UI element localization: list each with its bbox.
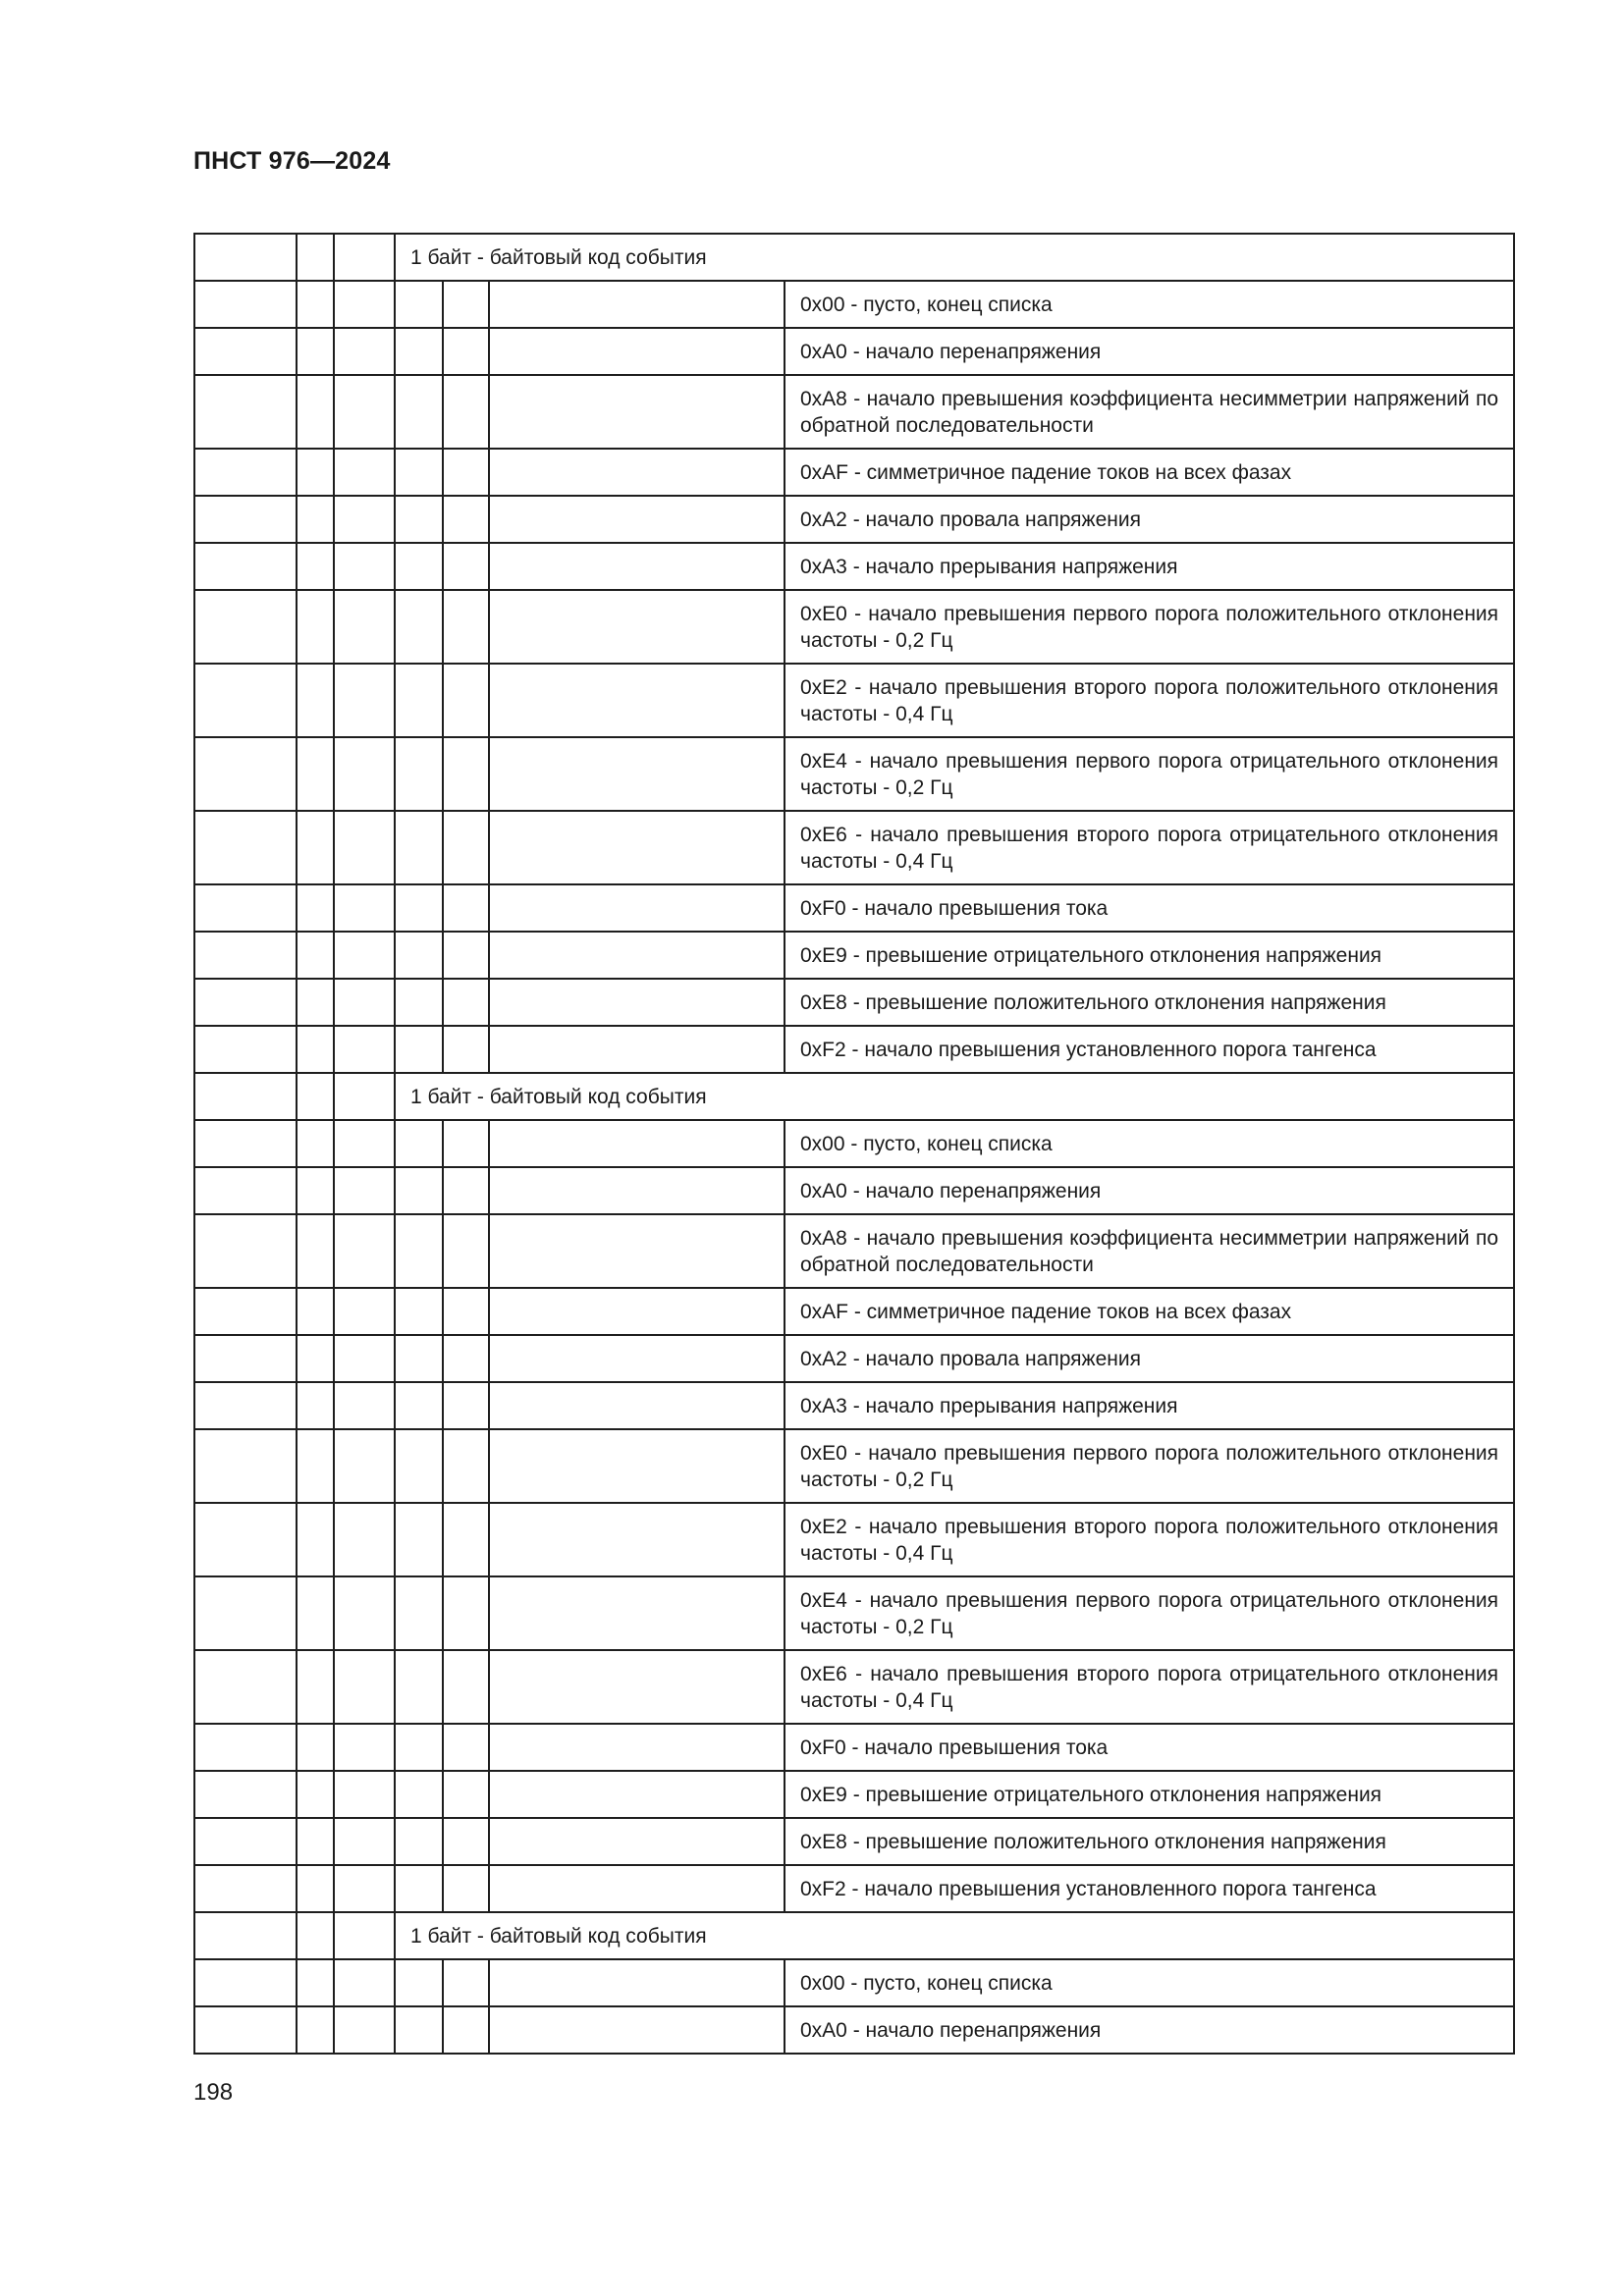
- empty-cell: [334, 1576, 395, 1650]
- table-row: [194, 979, 1514, 1026]
- empty-cell: [489, 1650, 785, 1724]
- empty-cell: [489, 2006, 785, 2054]
- empty-cell: [334, 1335, 395, 1382]
- table-row: [194, 884, 1514, 932]
- empty-cell: [443, 1335, 489, 1382]
- empty-cell: [334, 1167, 395, 1214]
- empty-cell: [334, 2006, 395, 2054]
- table-row: [194, 1288, 1514, 1335]
- empty-cell: [395, 932, 443, 979]
- empty-cell: [395, 375, 443, 449]
- empty-cell: [334, 375, 395, 449]
- event-code-cell: 0xF2 - начало превышения установленного порога тангенса: [785, 1026, 1514, 1073]
- event-code-cell: 0xE2 - начало превышения второго порога положительного отклонения частоты - 0,4 Гц: [785, 664, 1514, 737]
- empty-cell: [194, 1167, 297, 1214]
- empty-cell: [395, 2006, 443, 2054]
- empty-cell: [194, 1120, 297, 1167]
- empty-cell: [489, 1724, 785, 1771]
- event-code-cell: 0xA0 - начало перенапряжения: [785, 2006, 1514, 2054]
- event-code-cell: 0xE2 - начало превышения второго порога положительного отклонения частоты - 0,4 Гц: [785, 1503, 1514, 1576]
- table-row: [194, 1724, 1514, 1771]
- event-code-cell: 0xE4 - начало превышения первого порога отрицательного отклонения частоты - 0,2 Гц: [785, 1576, 1514, 1650]
- event-code-cell: 0xE8 - превышение положительного отклонения напряжения: [785, 1818, 1514, 1865]
- empty-cell: [297, 2006, 334, 2054]
- empty-cell: [334, 1382, 395, 1429]
- empty-cell: [297, 375, 334, 449]
- empty-cell: [334, 1865, 395, 1912]
- empty-cell: [443, 1026, 489, 1073]
- table-row: [194, 1335, 1514, 1382]
- empty-cell: [334, 1959, 395, 2006]
- event-code-cell: 0xA3 - начало прерывания напряжения: [785, 543, 1514, 590]
- empty-cell: [194, 664, 297, 737]
- empty-cell: [194, 1288, 297, 1335]
- empty-cell: [395, 1724, 443, 1771]
- empty-cell: [443, 590, 489, 664]
- empty-cell: [443, 884, 489, 932]
- empty-cell: [334, 1912, 395, 1959]
- empty-cell: [489, 328, 785, 375]
- empty-cell: [297, 664, 334, 737]
- empty-cell: [443, 811, 489, 884]
- events-table-container: [193, 233, 1513, 2055]
- empty-cell: [443, 664, 489, 737]
- empty-cell: [489, 375, 785, 449]
- empty-cell: [443, 1959, 489, 2006]
- empty-cell: [395, 1576, 443, 1650]
- empty-cell: [489, 1865, 785, 1912]
- table-row: [194, 932, 1514, 979]
- empty-cell: [443, 1288, 489, 1335]
- empty-cell: [194, 979, 297, 1026]
- empty-cell: [395, 1818, 443, 1865]
- empty-cell: [334, 737, 395, 811]
- empty-cell: [489, 1167, 785, 1214]
- empty-cell: [334, 1073, 395, 1120]
- empty-cell: [194, 543, 297, 590]
- empty-cell: [194, 932, 297, 979]
- empty-cell: [395, 1503, 443, 1576]
- empty-cell: [443, 449, 489, 496]
- empty-cell: [395, 979, 443, 1026]
- empty-cell: [489, 1429, 785, 1503]
- empty-cell: [489, 1382, 785, 1429]
- empty-cell: [297, 590, 334, 664]
- empty-cell: [395, 1026, 443, 1073]
- empty-cell: [297, 811, 334, 884]
- empty-cell: [489, 737, 785, 811]
- empty-cell: [297, 737, 334, 811]
- empty-cell: [194, 1724, 297, 1771]
- empty-cell: [297, 1865, 334, 1912]
- empty-cell: [443, 1818, 489, 1865]
- empty-cell: [334, 1120, 395, 1167]
- group-label-cell: 1 байт - байтовый код события: [395, 1912, 1514, 1959]
- empty-cell: [334, 979, 395, 1026]
- table-row: [194, 2006, 1514, 2054]
- empty-cell: [443, 328, 489, 375]
- empty-cell: [443, 1382, 489, 1429]
- event-code-cell: 0xE8 - превышение положительного отклонения напряжения: [785, 979, 1514, 1026]
- event-code-cell: 0xAF - симметричное падение токов на всех фазах: [785, 449, 1514, 496]
- empty-cell: [334, 664, 395, 737]
- empty-cell: [194, 1650, 297, 1724]
- empty-cell: [297, 1120, 334, 1167]
- table-group-row: [194, 234, 1514, 281]
- empty-cell: [443, 1120, 489, 1167]
- empty-cell: [194, 234, 297, 281]
- empty-cell: [334, 1288, 395, 1335]
- empty-cell: [443, 1167, 489, 1214]
- empty-cell: [334, 811, 395, 884]
- table-row: [194, 1650, 1514, 1724]
- table-row: [194, 449, 1514, 496]
- event-code-cell: 0xA0 - начало перенапряжения: [785, 328, 1514, 375]
- empty-cell: [194, 884, 297, 932]
- empty-cell: [395, 328, 443, 375]
- empty-cell: [395, 496, 443, 543]
- event-code-cell: 0xE9 - превышение отрицательного отклонения напряжения: [785, 932, 1514, 979]
- empty-cell: [443, 1771, 489, 1818]
- table-row: [194, 1959, 1514, 2006]
- table-row: [194, 1382, 1514, 1429]
- empty-cell: [297, 884, 334, 932]
- empty-cell: [194, 449, 297, 496]
- event-code-cell: 0xE6 - начало превышения второго порога отрицательного отклонения частоты - 0,4 Гц: [785, 811, 1514, 884]
- empty-cell: [443, 1650, 489, 1724]
- empty-cell: [395, 664, 443, 737]
- empty-cell: [489, 932, 785, 979]
- empty-cell: [489, 811, 785, 884]
- empty-cell: [297, 1912, 334, 1959]
- empty-cell: [395, 281, 443, 328]
- table-row: [194, 1429, 1514, 1503]
- empty-cell: [489, 590, 785, 664]
- table-row: [194, 1214, 1514, 1288]
- empty-cell: [489, 496, 785, 543]
- table-row: [194, 1026, 1514, 1073]
- page-number: 198: [193, 2079, 234, 2106]
- table-row: [194, 1576, 1514, 1650]
- event-code-cell: 0xE0 - начало превышения первого порога положительного отклонения частоты - 0,2 Гц: [785, 590, 1514, 664]
- empty-cell: [297, 1503, 334, 1576]
- empty-cell: [395, 1288, 443, 1335]
- table-group-row: [194, 1073, 1514, 1120]
- empty-cell: [194, 1335, 297, 1382]
- empty-cell: [334, 1214, 395, 1288]
- table-row: [194, 1771, 1514, 1818]
- event-code-cell: 0xF0 - начало превышения тока: [785, 1724, 1514, 1771]
- empty-cell: [443, 1724, 489, 1771]
- event-code-cell: 0x00 - пусто, конец списка: [785, 1120, 1514, 1167]
- empty-cell: [297, 1959, 334, 2006]
- empty-cell: [395, 884, 443, 932]
- empty-cell: [395, 1959, 443, 2006]
- empty-cell: [334, 281, 395, 328]
- document-header: ПНСТ 976—2024: [193, 147, 391, 175]
- empty-cell: [395, 1865, 443, 1912]
- empty-cell: [489, 1120, 785, 1167]
- empty-cell: [334, 234, 395, 281]
- empty-cell: [395, 1429, 443, 1503]
- empty-cell: [194, 1771, 297, 1818]
- empty-cell: [194, 590, 297, 664]
- empty-cell: [194, 1026, 297, 1073]
- event-code-cell: 0xAF - симметричное падение токов на всех фазах: [785, 1288, 1514, 1335]
- table-row: [194, 811, 1514, 884]
- table-row: [194, 664, 1514, 737]
- table-row: [194, 1865, 1514, 1912]
- empty-cell: [334, 590, 395, 664]
- empty-cell: [334, 1650, 395, 1724]
- empty-cell: [489, 1576, 785, 1650]
- empty-cell: [334, 328, 395, 375]
- empty-cell: [194, 328, 297, 375]
- empty-cell: [297, 1214, 334, 1288]
- empty-cell: [395, 1650, 443, 1724]
- table-row: [194, 590, 1514, 664]
- empty-cell: [334, 1503, 395, 1576]
- empty-cell: [297, 1429, 334, 1503]
- empty-cell: [297, 1818, 334, 1865]
- table-group-row: [194, 1912, 1514, 1959]
- event-codes-table: [193, 233, 1515, 2055]
- empty-cell: [395, 1771, 443, 1818]
- empty-cell: [489, 1288, 785, 1335]
- empty-cell: [334, 496, 395, 543]
- empty-cell: [334, 1026, 395, 1073]
- empty-cell: [443, 496, 489, 543]
- empty-cell: [443, 932, 489, 979]
- empty-cell: [443, 281, 489, 328]
- event-code-cell: 0xF0 - начало превышения тока: [785, 884, 1514, 932]
- empty-cell: [489, 449, 785, 496]
- event-code-cell: 0x00 - пусто, конец списка: [785, 281, 1514, 328]
- empty-cell: [334, 543, 395, 590]
- empty-cell: [297, 328, 334, 375]
- empty-cell: [297, 932, 334, 979]
- empty-cell: [194, 375, 297, 449]
- table-row: [194, 1818, 1514, 1865]
- empty-cell: [334, 449, 395, 496]
- empty-cell: [297, 1724, 334, 1771]
- empty-cell: [443, 1865, 489, 1912]
- empty-cell: [334, 884, 395, 932]
- empty-cell: [297, 979, 334, 1026]
- empty-cell: [194, 737, 297, 811]
- event-code-cell: 0xE6 - начало превышения второго порога отрицательного отклонения частоты - 0,4 Гц: [785, 1650, 1514, 1724]
- event-code-cell: 0xA3 - начало прерывания напряжения: [785, 1382, 1514, 1429]
- empty-cell: [297, 1335, 334, 1382]
- table-row: [194, 1120, 1514, 1167]
- empty-cell: [395, 449, 443, 496]
- table-row: [194, 1503, 1514, 1576]
- empty-cell: [194, 1073, 297, 1120]
- empty-cell: [334, 1818, 395, 1865]
- empty-cell: [194, 2006, 297, 2054]
- empty-cell: [194, 1912, 297, 1959]
- empty-cell: [334, 1724, 395, 1771]
- empty-cell: [194, 1865, 297, 1912]
- empty-cell: [443, 1429, 489, 1503]
- event-code-cell: 0xA2 - начало провала напряжения: [785, 1335, 1514, 1382]
- empty-cell: [297, 543, 334, 590]
- event-codes-table-body: [194, 234, 1514, 2054]
- empty-cell: [443, 1214, 489, 1288]
- empty-cell: [194, 1429, 297, 1503]
- empty-cell: [489, 979, 785, 1026]
- event-code-cell: 0xA0 - начало перенапряжения: [785, 1167, 1514, 1214]
- table-row: [194, 281, 1514, 328]
- event-code-cell: 0xA8 - начало превышения коэффициента несимметрии напряжений по обратной последовательности: [785, 1214, 1514, 1288]
- empty-cell: [395, 1214, 443, 1288]
- empty-cell: [443, 1503, 489, 1576]
- event-code-cell: 0xA8 - начало превышения коэффициента несимметрии напряжений по обратной последовательности: [785, 375, 1514, 449]
- empty-cell: [489, 1503, 785, 1576]
- empty-cell: [194, 811, 297, 884]
- empty-cell: [194, 1576, 297, 1650]
- empty-cell: [297, 1771, 334, 1818]
- event-code-cell: 0xE9 - превышение отрицательного отклонения напряжения: [785, 1771, 1514, 1818]
- empty-cell: [395, 590, 443, 664]
- empty-cell: [297, 1026, 334, 1073]
- empty-cell: [297, 449, 334, 496]
- empty-cell: [297, 1576, 334, 1650]
- table-row: [194, 543, 1514, 590]
- empty-cell: [297, 496, 334, 543]
- empty-cell: [489, 884, 785, 932]
- empty-cell: [194, 496, 297, 543]
- event-code-cell: 0xE4 - начало превышения первого порога отрицательного отклонения частоты - 0,2 Гц: [785, 737, 1514, 811]
- empty-cell: [297, 1288, 334, 1335]
- empty-cell: [489, 1818, 785, 1865]
- empty-cell: [395, 543, 443, 590]
- table-row: [194, 375, 1514, 449]
- empty-cell: [443, 979, 489, 1026]
- event-code-cell: 0xE0 - начало превышения первого порога положительного отклонения частоты - 0,2 Гц: [785, 1429, 1514, 1503]
- empty-cell: [194, 1503, 297, 1576]
- empty-cell: [297, 1650, 334, 1724]
- empty-cell: [489, 1959, 785, 2006]
- empty-cell: [334, 932, 395, 979]
- empty-cell: [395, 1120, 443, 1167]
- event-code-cell: 0xA2 - начало провала напряжения: [785, 496, 1514, 543]
- empty-cell: [489, 281, 785, 328]
- empty-cell: [489, 1335, 785, 1382]
- table-row: [194, 737, 1514, 811]
- table-row: [194, 496, 1514, 543]
- empty-cell: [194, 281, 297, 328]
- empty-cell: [395, 1382, 443, 1429]
- empty-cell: [395, 1335, 443, 1382]
- empty-cell: [489, 664, 785, 737]
- empty-cell: [489, 543, 785, 590]
- empty-cell: [489, 1771, 785, 1818]
- empty-cell: [489, 1214, 785, 1288]
- empty-cell: [194, 1382, 297, 1429]
- event-code-cell: 0x00 - пусто, конец списка: [785, 1959, 1514, 2006]
- empty-cell: [194, 1818, 297, 1865]
- empty-cell: [334, 1429, 395, 1503]
- empty-cell: [194, 1959, 297, 2006]
- empty-cell: [443, 375, 489, 449]
- group-label-cell: 1 байт - байтовый код события: [395, 1073, 1514, 1120]
- empty-cell: [297, 1167, 334, 1214]
- table-row: [194, 1167, 1514, 1214]
- empty-cell: [297, 281, 334, 328]
- empty-cell: [297, 234, 334, 281]
- empty-cell: [334, 1771, 395, 1818]
- table-row: [194, 328, 1514, 375]
- group-label-cell: 1 байт - байтовый код события: [395, 234, 1514, 281]
- event-code-cell: 0xF2 - начало превышения установленного порога тангенса: [785, 1865, 1514, 1912]
- empty-cell: [443, 737, 489, 811]
- empty-cell: [489, 1026, 785, 1073]
- empty-cell: [297, 1382, 334, 1429]
- empty-cell: [443, 1576, 489, 1650]
- empty-cell: [194, 1214, 297, 1288]
- empty-cell: [443, 2006, 489, 2054]
- empty-cell: [443, 543, 489, 590]
- empty-cell: [297, 1073, 334, 1120]
- empty-cell: [395, 1167, 443, 1214]
- empty-cell: [395, 811, 443, 884]
- empty-cell: [395, 737, 443, 811]
